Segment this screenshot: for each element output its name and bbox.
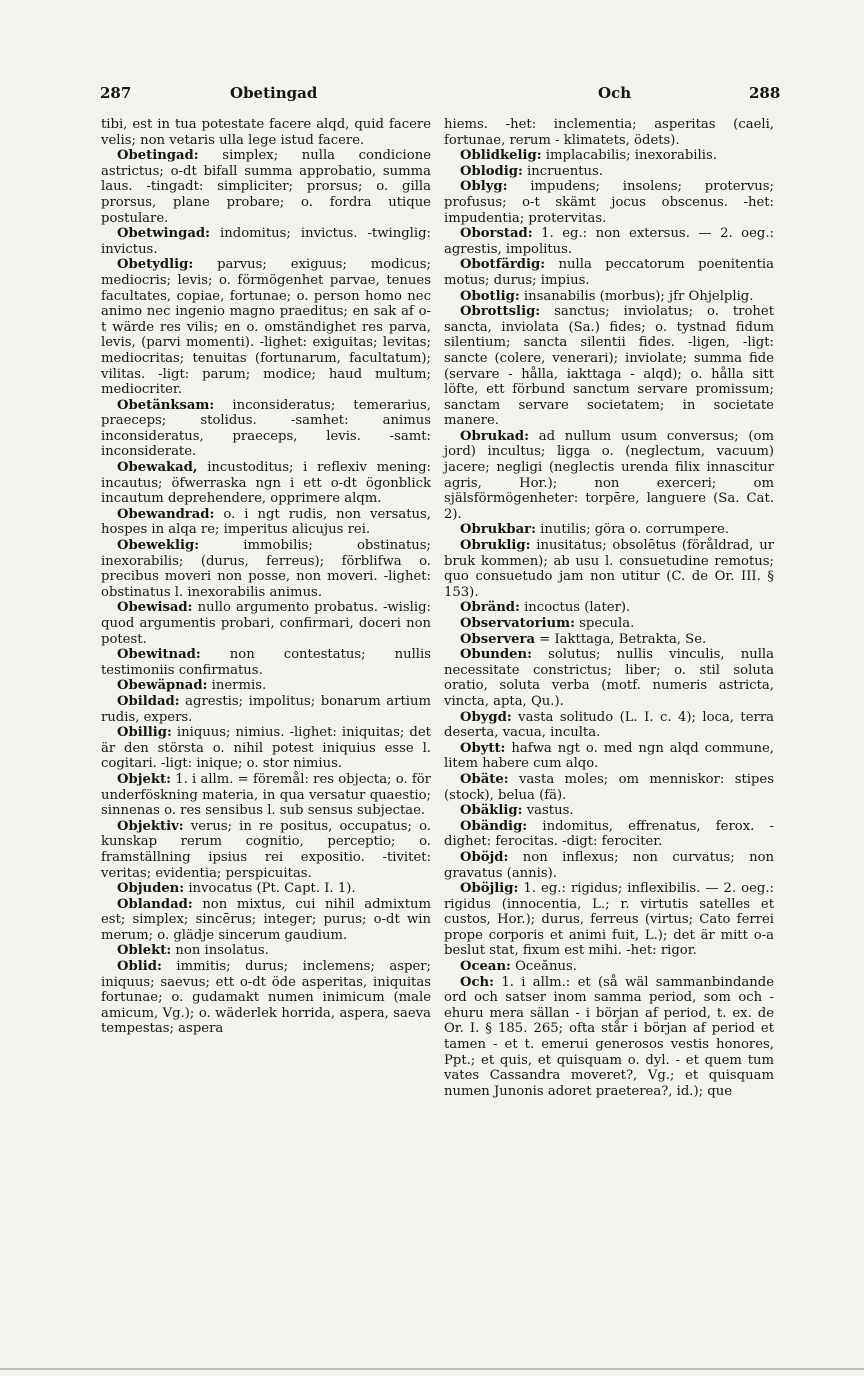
entry-headword: Obewäpnad: — [117, 678, 208, 694]
entry-definition: incoctus (later). — [524, 600, 631, 616]
entry-definition: nullo argumento probatus. -wislig: quod argumentis probari, confirmari, doceri non potest. — [101, 600, 431, 647]
dictionary-entry — [101, 460, 431, 507]
dictionary-entry — [101, 943, 431, 959]
dictionary-entry — [101, 725, 431, 772]
entry-headword: Oborstad: — [460, 226, 533, 242]
dictionary-entry — [101, 881, 431, 897]
entry-definition: 1. eg.: non extersus. — 2. oeg.: agrestis, impolitus. — [444, 226, 774, 257]
entry-definition: hafwa ngt o. med ngn alqd commune, litem habere cum alqo. — [444, 740, 774, 772]
dictionary-entry — [444, 148, 774, 164]
entry-headword: Obetingad: — [117, 148, 199, 164]
entry-definition: 1. i allm. = föremål: res objecta; o. för underföskning materia, in qua versatur quaestio; sinnenas o. res sensibus l. sub sensus subjectae. — [101, 771, 431, 819]
dictionary-entry — [444, 600, 774, 616]
entry-definition: non mixtus, cui nihil admixtum est; simplex; sincērus; integer; purus; o-dt win merum; o. glädje sincerum gaudium. — [101, 896, 431, 943]
dictionary-entry — [444, 803, 774, 819]
entry-headword: Obewisad: — [117, 600, 193, 616]
right-column — [444, 117, 774, 1099]
entry-definition: non inflexus; non curvatus; non gravatus (annis). — [444, 849, 775, 881]
entry-headword: Obeweklig: — [117, 538, 200, 554]
dictionary-entry — [101, 819, 431, 881]
entry-headword: Oblidkelig: — [460, 148, 542, 164]
dictionary-entry — [444, 959, 774, 975]
entry-headword: Ocean: — [460, 959, 511, 975]
entry-headword: Obotfärdig: — [460, 257, 546, 273]
entry-headword: Oblid: — [117, 959, 162, 975]
entry-definition: tibi, est in tua potestate facere alqd, quid facere velis; non vetaris ulla lege istud facere. — [101, 117, 431, 148]
left-page-number: 287 — [100, 84, 132, 102]
entry-headword: Obunden: — [460, 647, 532, 663]
entry-definition: incustoditus; i reflexiv mening: incautus; öfwerraska ngn i ett o-dt ögonblick incautum deprehendere, opprimere alqm. — [101, 460, 431, 507]
entry-headword: Objuden: — [117, 881, 185, 897]
entry-headword: Obytt: — [460, 740, 506, 756]
entry-definition: 1. eg.: rigidus; inflexibilis. — 2. oeg.: rigidus (innocentia, L.; r. virtutis satelles et custos, Hor.); durus, ferreus (virtus; Cato ferrei prope corporis et animi fuit, L.); det är mitt o-a beslut stat, fixum est mihi. -het: rigor. — [444, 881, 774, 959]
entry-definition: invocatus (Pt. Capt. I. 1). — [188, 881, 356, 897]
dictionary-entry — [444, 741, 774, 772]
dictionary-entry — [444, 304, 774, 429]
entry-definition: sanctus; inviolatus; o. trohet sancta, inviolata (Sa.) fides; o. tystnad fidum silentium; sancta silentii fides. -ligen, -ligt: sancte (colere, venerari); inviolate; summa fide (servare - hålla, iakttaga - alqd); o. hålla sitt löfte, ett förbund sanctum servare promissum; sanctam servare societatem; in societate manere. — [444, 304, 774, 429]
entry-definition: incruentus. — [527, 163, 603, 179]
entry-headword: Obrukbar: — [460, 522, 536, 538]
entry-headword: Obygd: — [460, 709, 512, 725]
dictionary-entry — [101, 959, 431, 1037]
entry-definition: hiems. -het: inclementia; asperitas (caeli, fortunae, rerum - klimatets, ödets). — [444, 117, 774, 148]
entry-headword: Obruklig: — [460, 538, 531, 554]
entry-definition: o. i ngt rudis, non versatus, hospes in alqa re; imperitus alicujus rei. — [101, 506, 431, 538]
right-page-number: 288 — [749, 84, 781, 102]
dictionary-entry — [101, 117, 431, 148]
dictionary-entry — [101, 897, 431, 944]
entry-headword: Obetänksam: — [117, 397, 215, 413]
dictionary-entry — [101, 507, 431, 538]
entry-headword: Objekt: — [117, 771, 171, 787]
entry-definition: nulla peccatorum poenitentia motus; durus; impius. — [444, 257, 774, 288]
entry-definition: parvus; exiguus; modicus; mediocris; levis; o. förmögenhet parvae, tenues facultates, copiae, fortunae; o. person homo nec animo nec ingenio magno praeditus; en sak af o-t wärde res vilis; en o. omständighet res parva, levis, (parvi momenti). -lighet: exiguitas; levitas; mediocritas; tenuitas (fortunarum, facultatum); vilitas. -ligt: parum; modice; haud multum; mediocriter. — [101, 257, 431, 398]
entry-headword: Obildad: — [117, 693, 180, 709]
entry-headword: Oblodig: — [460, 163, 523, 179]
entry-definition: indomitus; invictus. -twinglig: invictus. — [101, 226, 431, 257]
entry-definition: ad nullum usum conversus; (om jord) incultus; ligga o. (neglectum, vacuum) jacere; negligi (neglectis urenda filix innascitur agris, Hor.); non exerceri; om själsförmögenheter: torpēre, languere (Sa. Cat. 2). — [444, 428, 774, 522]
dictionary-entry — [444, 647, 774, 709]
entry-headword: Obäklig: — [460, 803, 523, 819]
entry-definition: vasta moles; om menniskor: stipes (stock), belua (fä). — [444, 771, 774, 803]
entry-definition: insanabilis (morbus); jfr Ohjelplig. — [523, 288, 754, 304]
dictionary-entry — [444, 429, 774, 523]
right-running-headword: Och — [598, 84, 632, 102]
dictionary-entry — [444, 257, 774, 288]
entry-definition: impudens; insolens; protervus; profusus; o-t skämt jocus obscenus. -het: impudentia; protervitas. — [444, 179, 774, 226]
dictionary-entry — [444, 881, 774, 959]
entry-headword: Oblekt: — [117, 943, 172, 959]
dictionary-entry — [444, 819, 774, 850]
entry-definition: vastus. — [526, 803, 574, 819]
entry-headword: Obillig: — [117, 725, 172, 741]
entry-definition: non contestatus; nullis testimoniis confirmatus. — [101, 647, 431, 678]
dictionary-entry — [444, 632, 774, 648]
dictionary-entry — [444, 522, 774, 538]
dictionary-entry — [101, 600, 431, 647]
entry-definition: specula. — [579, 616, 635, 631]
dictionary-entry — [444, 179, 774, 226]
scan-edge-divider — [0, 1368, 864, 1370]
dictionary-entry — [101, 647, 431, 678]
entry-headword: Observera — [460, 631, 536, 647]
dictionary-entry — [101, 538, 431, 600]
dictionary-entry — [444, 117, 774, 148]
entry-headword: Obetydlig: — [117, 257, 194, 273]
entry-definition: 1. i allm.: et (så wäl sammanbindande ord och satser inom samma period, som och - ehuru mera sällan - i början af period, t. ex. de Or. I. § 185. 265; ofta står i början af period et tamen - et t. emerui generosos vestis honores, Ppt.; et quis, et quisquam o. dyl. - et quem tum vates Cassandra moveret?, Vg.; et quisquam numen Junonis adoret praeterea?, id.); que — [444, 974, 774, 1099]
entry-definition: inermis. — [211, 678, 267, 694]
entry-definition: simplex; nulla condicione astrictus; o-dt bifall summa approbatio, summa laus. -tingadt: simpliciter; prorsus; o. gilla prorsus, plane probare; o. fordra utique postulare. — [101, 148, 431, 226]
entry-headword: Objektiv: — [117, 818, 184, 834]
dictionary-entry — [444, 164, 774, 180]
entry-headword: Obotlig: — [460, 288, 520, 304]
entry-headword: Oblandad: — [117, 896, 193, 912]
dictionary-entry — [444, 289, 774, 305]
entry-definition: iniquus; nimius. -lighet: iniquitas; det är den största o. nihil potest iniquius esse l. cogitari. -ligt: inique; o. stor nimius. — [101, 725, 431, 772]
entry-definition: inusitatus; obsolētus (föråldrad, ur bruk kommen); ab usu l. consuetudine remotus; quo consuetudo jam non utitur (C. de Or. III. § 153). — [444, 538, 774, 600]
entry-headword: Obrukad: — [460, 428, 530, 444]
dictionary-entry — [101, 678, 431, 694]
entry-headword: Obetwingad: — [117, 226, 210, 242]
dictionary-entry — [444, 975, 774, 1100]
entry-definition: agrestis; impolitus; bonarum artium rudis, expers. — [101, 693, 431, 725]
entry-headword: Oböjd: — [460, 849, 509, 865]
entry-definition: immobilis; obstinatus; inexorabilis; (durus, ferreus); förblifwa o. precibus moveri non posse, non moveri. -lighet: obstinatus l. inexorabilis animus. — [101, 538, 431, 600]
left-running-headword: Obetingad — [230, 84, 318, 102]
left-column — [101, 117, 431, 1037]
entry-headword: Obändig: — [460, 818, 528, 834]
entry-headword: Obewitnad: — [117, 647, 201, 663]
dictionary-entry — [444, 772, 774, 803]
dictionary-entry — [444, 226, 774, 257]
entry-definition: verus; in re positus, occupatus; o. kunskap rerum cognitio, perceptio; o. framställning ipsius rei expositio. -tivitet: veritas; evidentia; perspicuitas. — [101, 818, 431, 881]
entry-definition: implacabilis; inexorabilis. — [545, 148, 717, 164]
entry-definition: inconsideratus; temerarius, praeceps; stolidus. -samhet: animus inconsideratus, praeceps, levis. -samt: inconsiderate. — [101, 397, 431, 460]
dictionary-entry — [101, 772, 431, 819]
dictionary-entry — [444, 710, 774, 741]
dictionary-entry — [444, 538, 774, 600]
dictionary-entry — [101, 694, 431, 725]
entry-headword: Obrottslig: — [460, 304, 541, 320]
entry-headword: Och: — [460, 974, 494, 990]
entry-definition: Oceănus. — [515, 959, 577, 975]
dictionary-entry — [444, 616, 774, 632]
entry-definition: non insolatus. — [175, 943, 269, 959]
entry-definition: solutus; nullis vinculis, nulla necessitate constrictus; liber; o. stil soluta oratio, soluta verba (motf. numeris astricta, vincta, apta, Qu.). — [444, 647, 774, 709]
dictionary-entry — [101, 148, 431, 226]
dictionary-entry — [101, 398, 431, 460]
entry-definition: inutilis; göra o. corrumpere. — [540, 522, 730, 538]
entry-definition: = Iakttaga, Betrakta, Se. — [539, 631, 707, 647]
entry-definition: indomitus, effrenatus, ferox. -dighet: ferocitas. -digt: ferociter. — [444, 818, 774, 850]
dictionary-entry — [444, 850, 774, 881]
dictionary-entry — [101, 257, 431, 397]
entry-definition: immitis; durus; inclemens; asper; iniquus; saevus; ett o-dt öde asperitas, iniquitas fortunae; o. gudamakt numen inimicum (male amicum, Vg.); o. wäderlek horrida, aspera, saeva tempestas; aspera — [101, 959, 431, 1037]
entry-definition: vasta solitudo (L. I. c. 4); loca, terra deserta, vacua, inculta. — [444, 709, 775, 741]
entry-headword: Observatorium: — [460, 616, 575, 631]
entry-headword: Obäte: — [460, 771, 509, 787]
entry-headword: Obewakad, — [117, 460, 198, 476]
entry-headword: Oblyg: — [460, 179, 508, 195]
entry-headword: Obewandrad: — [117, 506, 215, 522]
entry-headword: Oböjlig: — [460, 881, 519, 897]
entry-headword: Obränd: — [460, 600, 520, 616]
dictionary-entry — [101, 226, 431, 257]
